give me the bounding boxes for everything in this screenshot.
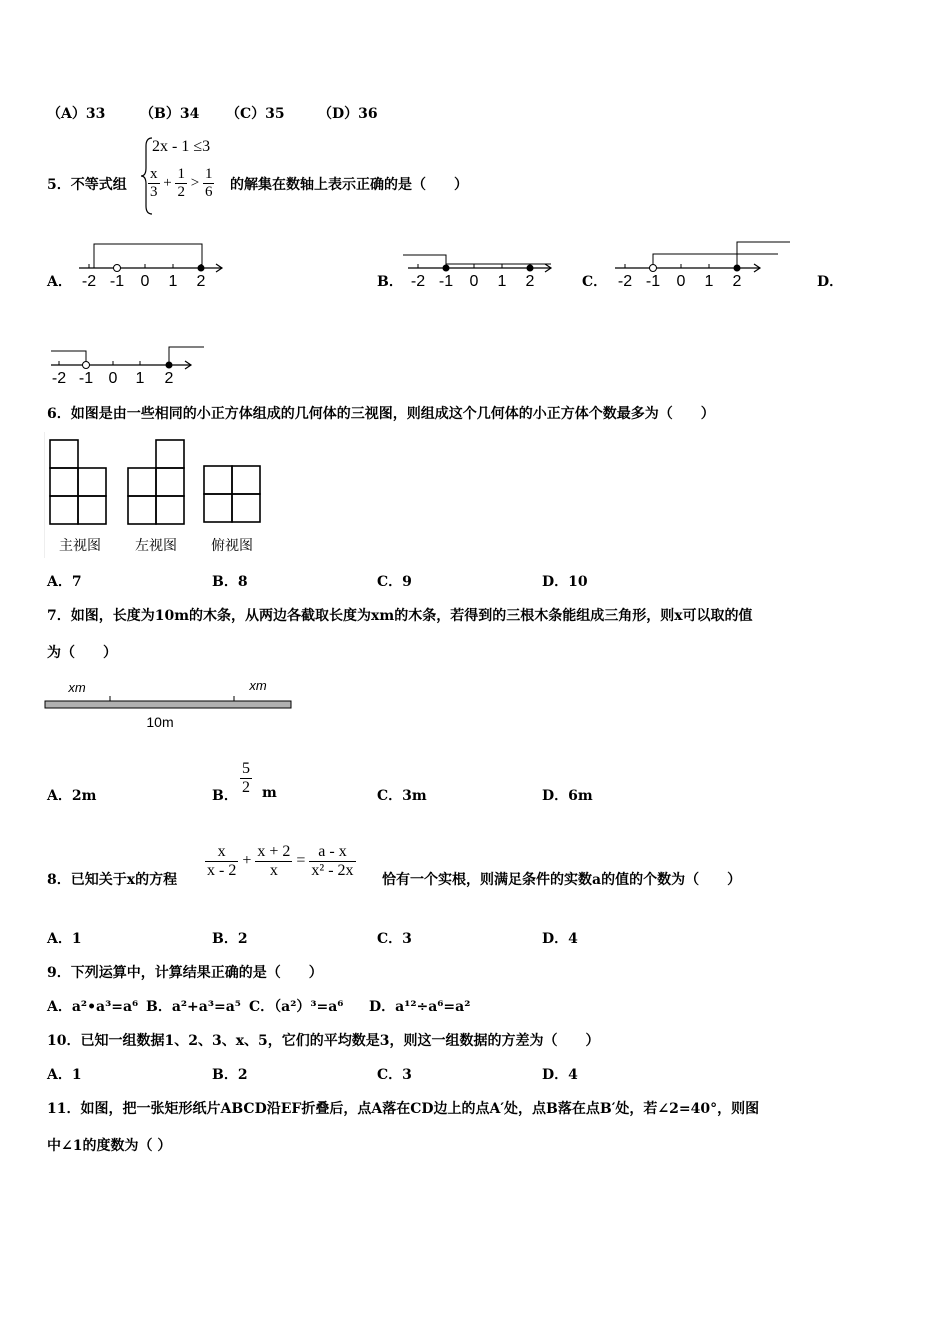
tick-label: 0 [469,273,479,290]
q8-f3-den: x² - 2x [311,862,354,879]
q9-option-d: D．a¹²÷a⁶=a² [369,999,471,1015]
number-line-d [46,343,211,388]
xm-left-label: xm [68,680,86,695]
q9-option-b: B．a²+a³=a⁵ [146,999,241,1015]
tick-label: 2 [196,273,206,290]
q8-option-c: C．3 [377,931,412,947]
q10-option-d: D．4 [542,1067,578,1083]
q8-f2-den: x [269,862,278,879]
xm-right-label: xm [249,678,267,693]
q9-option-c: C．（a²）³=a⁶ [249,999,344,1015]
q6-option-a: A．7 [47,574,82,590]
q7-option-b-prefix: B． [212,788,238,804]
q4-option-b: （B）34 [140,106,200,122]
tick-label: 1 [135,370,145,387]
q8-prefix: 8．已知关于x的方程 [47,872,178,888]
q5-f2-num: 1 [177,166,185,182]
q5-f3-num: 1 [204,166,213,182]
q4-option-a: （A）33 [47,106,106,122]
q7-stem-line2: 为（ ） [47,645,117,661]
three-view-figure [44,432,269,558]
tick-label: 2 [164,370,174,387]
tick-label: -1 [438,273,454,290]
tick-label: -1 [78,370,94,387]
tick-label: 1 [704,273,714,290]
q5-label-c: C． [582,274,608,290]
q5-f1-num: x [150,166,158,182]
number-line-b [403,250,558,292]
q8-equation [205,843,356,880]
q5-suffix: 的解集在数轴上表示正确的是（ ） [230,177,468,193]
q8-option-a: A．1 [47,931,82,947]
q7-option-d: D．6m [542,788,593,804]
q7-b-den: 2 [242,779,250,796]
q7-option-b-fraction [240,760,252,797]
q5-f3-den: 6 [204,184,213,200]
q7-option-b-unit: m [262,785,277,801]
view-label-front: 主视图 [59,537,101,553]
q7-option-c: C．3m [377,788,427,804]
tick-label: 0 [676,273,686,290]
number-line-a [74,240,229,292]
tick-label: 0 [108,370,118,387]
q5-gt: > [190,174,200,191]
tick-label: 1 [497,273,507,290]
q5-label-a: A． [47,274,72,290]
q6-option-b: B．8 [212,574,248,590]
wood-strip-figure [44,676,294,731]
q8-f3-num: a - x [309,843,355,862]
tick-label: 1 [168,273,178,290]
q8-suffix: 恰有一个实根，则满足条件的实数a的值的个数为（ ） [382,872,742,888]
q9-stem: 9．下列运算中，计算结果正确的是（ ） [47,965,323,981]
q8-f1-num: x [205,843,238,862]
view-label-top: 俯视图 [211,537,253,553]
q6-option-d: D．10 [542,574,588,590]
q7-b-num: 5 [242,760,250,777]
q6-option-c: C．9 [377,574,412,590]
q11-line1: 11．如图，把一张矩形纸片ABCD沿EF折叠后，点A落在CD边上的点A′处，点B落在点B′处，若∠2=40°，则图 [47,1101,760,1117]
q6-stem: 6．如图是由一些相同的小正方体组成的几何体的三视图，则组成这个几何体的小正方体个数最多为（ ） [47,406,715,422]
q9-option-a: A．a²•a³=a⁶ [47,999,139,1015]
number-line-c [610,238,795,292]
q5-label-d: D． [817,274,844,290]
q8-plus: + [242,852,252,870]
q10-option-b: B．2 [212,1067,248,1083]
q8-f2-num: x + 2 [257,843,291,860]
q8-eq: = [296,852,306,870]
q5-plus: + [163,174,172,191]
q5-f2-den: 2 [177,184,185,200]
q7-option-a: A．2m [47,788,97,804]
tick-label: 2 [525,273,535,290]
q8-option-b: B．2 [212,931,248,947]
q10-option-a: A．1 [47,1067,82,1083]
tick-label: -2 [617,273,633,290]
q8-f1-den: x - 2 [207,862,237,879]
q5-inequality-2 [148,166,214,201]
q4-option-d: （D）36 [318,106,378,122]
q5-f1-den: 3 [150,184,158,200]
tick-label: 2 [732,273,742,290]
q5-label-b: B． [377,274,403,290]
q5-inequality-1: 2x - 1 ≤3 [152,138,211,155]
q7-stem-line1: 7．如图，长度为10m的木条，从两边各截取长度为xm的木条，若得到的三根木条能组成三角形，则x可以取的值 [47,608,753,624]
tick-label: -1 [645,273,661,290]
q10-option-c: C．3 [377,1067,412,1083]
q10-stem: 10．已知一组数据1、2、3、x、5，它们的平均数是3，则这一组数据的方差为（ ） [47,1033,600,1049]
q4-option-c: （C）35 [226,106,285,122]
tick-label: -2 [51,370,67,387]
tick-label: -2 [410,273,426,290]
tick-label: -1 [109,273,125,290]
q8-option-d: D．4 [542,931,578,947]
view-label-left: 左视图 [135,537,177,553]
length-label: 10m [146,714,174,730]
q5-prefix: 5．不等式组 [47,177,127,193]
tick-label: 0 [140,273,150,290]
tick-label: -2 [81,273,97,290]
q11-line2: 中∠1的度数为（ ） [47,1138,172,1154]
